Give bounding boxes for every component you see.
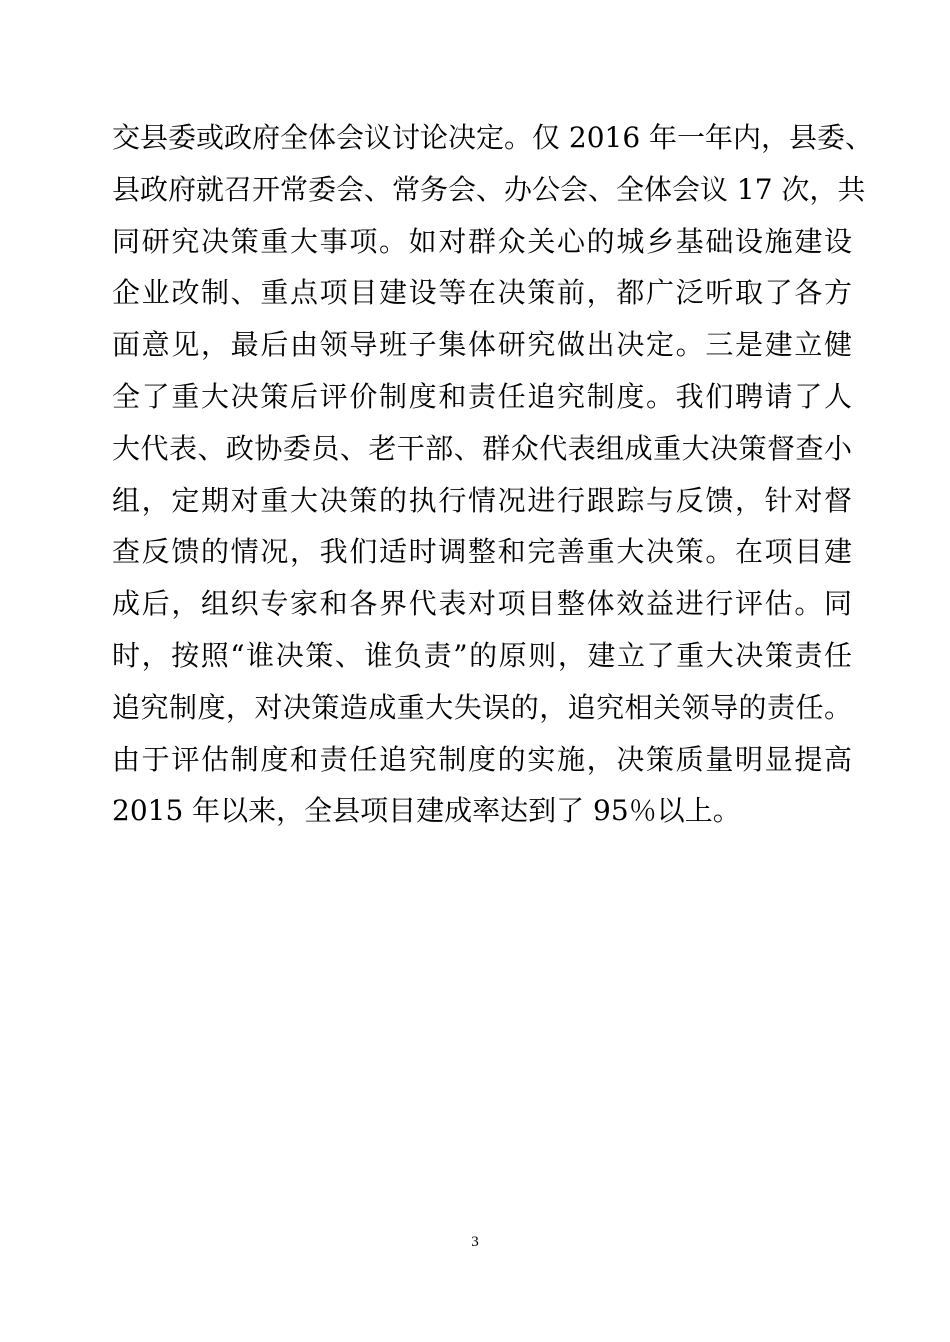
body-paragraph [112, 112, 874, 837]
text-line-9: 查反馈的情况，我们适时调整和完善重大决策。在项目建 [112, 535, 852, 569]
text-line-11: 时，按照“谁决策、谁负责”的原则，建立了重大决策责任 [112, 638, 852, 672]
text-line-7: 大代表、政协委员、老干部、群众代表组成重大决策督查小 [112, 431, 852, 465]
text-line-12: 追究制度，对决策造成重大失误的，追究相关领导的责任。 [112, 690, 852, 724]
text-line-4: 企业改制、重点项目建设等在决策前，都广泛听取了各方 [112, 276, 852, 310]
page-number: 3 [471, 1234, 479, 1250]
text-line-1: 交县委或政府全体会议讨论决定。仅 2016 年一年内，县委、 [112, 121, 874, 154]
text-line-6: 全了重大决策后评价制度和责任追究制度。我们聘请了人 [112, 379, 852, 413]
text-line-3: 同研究决策重大事项。如对群众关心的城乡基础设施建设 [112, 224, 852, 258]
text-line-10: 成后，组织专家和各界代表对项目整体效益进行评估。同 [112, 587, 852, 621]
text-line-13: 由于评估制度和责任追究制度的实施，决策质量明显提高 [112, 742, 852, 776]
text-line-2: 县政府就召开常委会、常务会、办公会、全体会议 17 次，共 [112, 172, 866, 206]
text-line-5: 面意见，最后由领导班子集体研究做出决定。三是建立健 [112, 328, 852, 362]
text-line-8: 组，定期对重大决策的执行情况进行跟踪与反馈，针对督 [112, 483, 852, 517]
text-line-14: 2015 年以来，全县项目建成率达到了 95％以上。 [112, 794, 741, 828]
